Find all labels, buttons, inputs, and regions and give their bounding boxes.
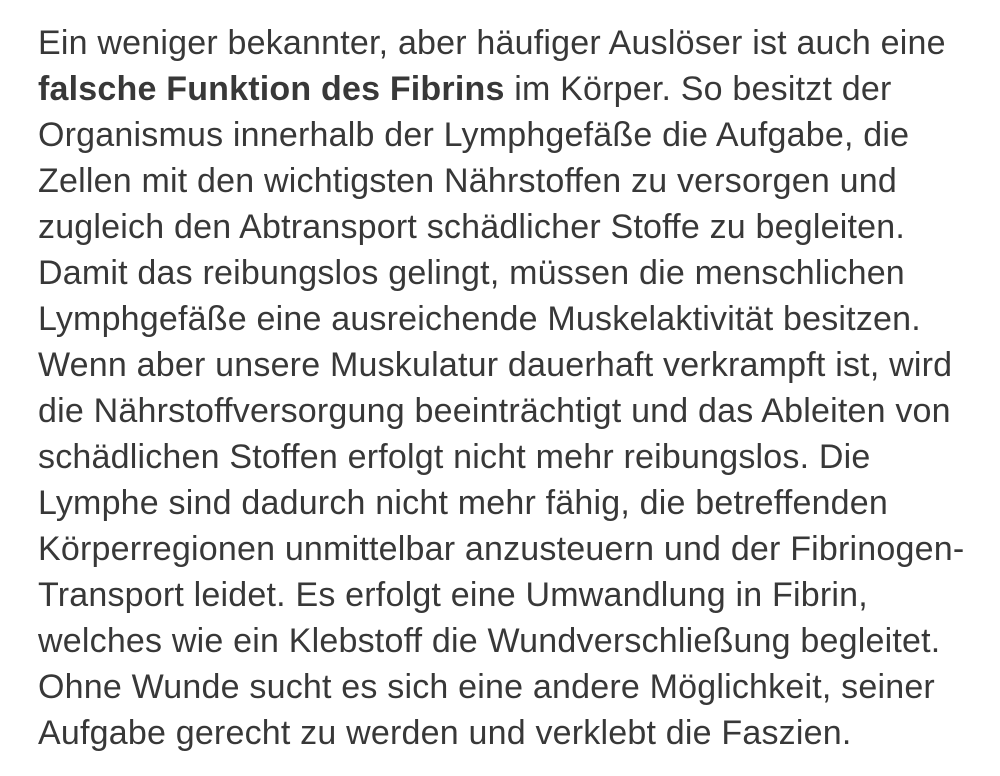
paragraph	[38, 20, 968, 756]
text-line	[38, 66, 968, 112]
regular-text: Aufgabe gerecht zu werden und verklebt die Faszien.	[38, 714, 852, 752]
regular-text: Lymphgefäße eine ausreichende Muskelaktivität besitzen.	[38, 300, 921, 338]
regular-text: schädlichen Stoffen erfolgt nicht mehr reibungslos. Die	[38, 438, 871, 476]
regular-text: die Nährstoffversorgung beeinträchtigt und das Ableiten von	[38, 392, 951, 430]
regular-text: Wenn aber unsere Muskulatur dauerhaft verkrampft ist, wird	[38, 346, 953, 384]
regular-text: Ein weniger bekannter, aber häufiger Auslöser ist auch eine	[38, 24, 946, 62]
regular-text: Ohne Wunde sucht es sich eine andere Möglichkeit, seiner	[38, 668, 935, 706]
text-line	[38, 296, 968, 342]
text-line	[38, 158, 968, 204]
text-line	[38, 480, 968, 526]
regular-text: Zellen mit den wichtigsten Nährstoffen zu versorgen und	[38, 162, 897, 200]
text-line	[38, 204, 968, 250]
regular-text: zugleich den Abtransport schädlicher Stoffe zu begleiten.	[38, 208, 905, 246]
text-line	[38, 618, 968, 664]
regular-text: Körperregionen unmittelbar anzusteuern und der Fibrinogen-	[38, 530, 965, 568]
text-line	[38, 342, 968, 388]
regular-text: welches wie ein Klebstoff die Wundverschließung begleitet.	[38, 622, 941, 660]
regular-text: Damit das reibungslos gelingt, müssen die menschlichen	[38, 254, 905, 292]
text-line	[38, 250, 968, 296]
text-line	[38, 572, 968, 618]
text-line	[38, 664, 968, 710]
text-line	[38, 20, 968, 66]
text-line	[38, 112, 968, 158]
text-line	[38, 526, 968, 572]
text-line	[38, 388, 968, 434]
regular-text: im Körper. So besitzt der	[504, 70, 892, 108]
regular-text: Transport leidet. Es erfolgt eine Umwandlung in Fibrin,	[38, 576, 868, 614]
text-line	[38, 434, 968, 480]
bold-text: falsche Funktion des Fibrins	[38, 70, 505, 108]
text-line	[38, 710, 968, 756]
regular-text: Organismus innerhalb der Lymphgefäße die Aufgabe, die	[38, 116, 910, 154]
regular-text: Lymphe sind dadurch nicht mehr fähig, die betreffenden	[38, 484, 889, 522]
